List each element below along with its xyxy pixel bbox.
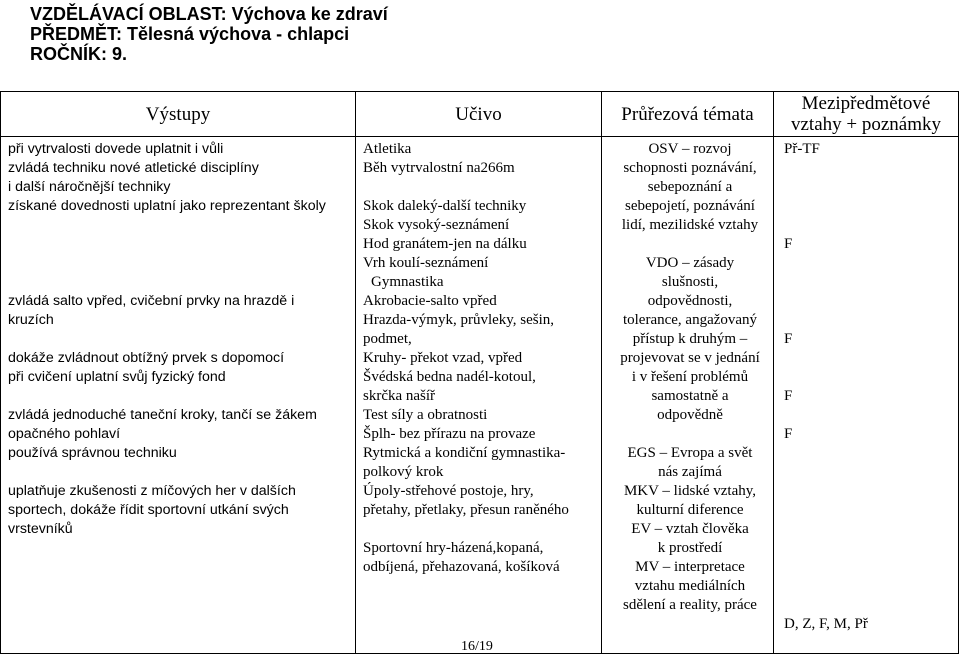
prurez-line: sebepojetí, poznávání (625, 198, 755, 214)
header-mezi-line-1: Mezipředmětové (801, 93, 931, 114)
ucivo-line: Švédská bedna nadél-kotoul, (363, 369, 536, 385)
prurez-line: MKV – lidské vztahy, (623, 483, 757, 499)
vystup-line: zvládá techniku nové atletické disciplíny (8, 160, 259, 176)
prurez-line: k prostředí (657, 540, 723, 556)
ucivo-line: Šplh- bez přírazu na provaze (363, 426, 536, 442)
ucivo-line: Vrh koulí-seznámení (363, 255, 489, 271)
prurez-line: kulturní diference (636, 502, 744, 518)
mezi-line: Př-TF (784, 141, 820, 157)
vystupy-cell (1, 137, 356, 654)
ucivo-line: Skok vysoký-seznámení (363, 217, 510, 233)
prurez-line: sdělení a reality, práce (623, 597, 757, 613)
ucivo-line: Úpoly-střehové postoje, hry, (363, 483, 534, 499)
prurez-line: OSV – rozvoj (648, 141, 732, 157)
vystup-line: při cvičení uplatní svůj fyzický fond (8, 369, 226, 385)
mezi-line: F (784, 426, 793, 442)
ucivo-line: Akrobacie-salto vpřed (363, 293, 497, 309)
curriculum-table (0, 91, 959, 654)
mezi-line: F (784, 236, 793, 252)
mezi-line: F (784, 388, 793, 404)
prurezova-cell (602, 137, 774, 654)
vystup-line: zvládá jednoduché taneční kroky, tančí se žákem (8, 407, 317, 423)
prurez-line: MV – interpretace (635, 559, 745, 575)
vystup-line: kruzích (8, 312, 54, 328)
rocnik-heading: ROČNÍK: 9. (30, 44, 128, 64)
vystup-line: zvládá salto vpřed, cvičební prvky na hrazdě i (8, 293, 295, 309)
prurez-line: schopnosti poznávání, (623, 160, 757, 176)
header-ucivo: Učivo (356, 92, 602, 137)
prurez-line: i v řešení problémů (631, 369, 749, 385)
vystup-line: vrstevníků (8, 521, 73, 537)
prurez-line: EV – vztah člověka (631, 521, 749, 537)
ucivo-line: Hod granátem-jen na dálku (363, 236, 527, 252)
vystup-line: používá správnou techniku (8, 445, 177, 461)
prurez-line: nás zajímá (658, 464, 722, 480)
prurez-line: EGS – Evropa a svět (627, 445, 753, 461)
ucivo-line: polkový krok (363, 464, 444, 480)
prurez-line: přístup k druhým – (632, 331, 748, 347)
mezi-line: D, Z, F, M, Př (784, 616, 868, 632)
ucivo-line: Rytmická a kondiční gymnastika- (363, 445, 566, 461)
ucivo-line: Atletika (363, 141, 412, 157)
ucivo-line: Skok daleký-další techniky (363, 198, 527, 214)
prurez-line: lidí, mezilidské vztahy (621, 217, 759, 233)
vystup-line: získané dovednosti uplatní jako reprezentant školy (8, 198, 326, 214)
vystup-line: při vytrvalosti dovede uplatnit i vůli (8, 141, 224, 157)
prurez-line: projevovat se v jednání (620, 350, 760, 366)
vystup-line: uplatňuje zkušenosti z míčových her v dalších (8, 483, 296, 499)
prurez-line: samostatně a (651, 388, 729, 404)
ucivo-cell (356, 137, 602, 654)
header-mezipredmetove (774, 92, 959, 137)
prurez-line: vztahu mediálních (634, 578, 746, 594)
ucivo-line: skrčka našíř (363, 388, 436, 404)
prurez-line: odpovědnosti, (647, 293, 733, 309)
ucivo-line: Kruhy- překot vzad, vpřed (363, 350, 523, 366)
table-body-row (1, 137, 959, 654)
prurez-line: sebepoznání a (647, 179, 733, 195)
vystup-line: sportech, dokáže řídit sportovní utkání svých (8, 502, 289, 518)
ucivo-line: odbíjená, přehazovaná, košíková (363, 559, 560, 575)
page-number: 16/19 (461, 639, 493, 654)
ucivo-line: podmet, (363, 331, 412, 347)
header-prurezova: Průřezová témata (602, 92, 774, 137)
ucivo-line: Běh vytrvalostní na266m (363, 160, 515, 176)
ucivo-line: Hrazda-výmyk, průvleky, sešin, (363, 312, 555, 328)
mezi-line: F (784, 331, 793, 347)
ucivo-line: Test síly a obratnosti (363, 407, 488, 423)
header-mezi-line-2: vztahy + poznámky (790, 114, 941, 135)
ucivo-line: Sportovní hry-házená,kopaná, (363, 540, 544, 556)
prurez-line: odpovědně (657, 407, 723, 423)
prurez-line: VDO – zásady (645, 255, 735, 271)
ucivo-line: Gymnastika (371, 274, 444, 290)
table-header-row (1, 92, 959, 137)
oblast-heading: VZDĚLÁVACÍ OBLAST: Výchova ke zdraví (30, 4, 388, 24)
mezipredmetove-cell (774, 137, 959, 654)
vystup-line: dokáže zvládnout obtížný prvek s dopomocí (8, 350, 285, 366)
prurez-line: tolerance, angažovaný (622, 312, 758, 328)
vystup-line: i další náročnější techniky (8, 179, 171, 195)
prurez-line: slušnosti, (661, 274, 719, 290)
predmet-heading: PŘEDMĚT: Tělesná výchova - chlapci (30, 24, 350, 44)
header-vystupy: Výstupy (1, 92, 356, 137)
ucivo-line: přetahy, přetlaky, přesun raněného (363, 502, 569, 518)
vystup-line: opačného pohlaví (8, 426, 121, 442)
